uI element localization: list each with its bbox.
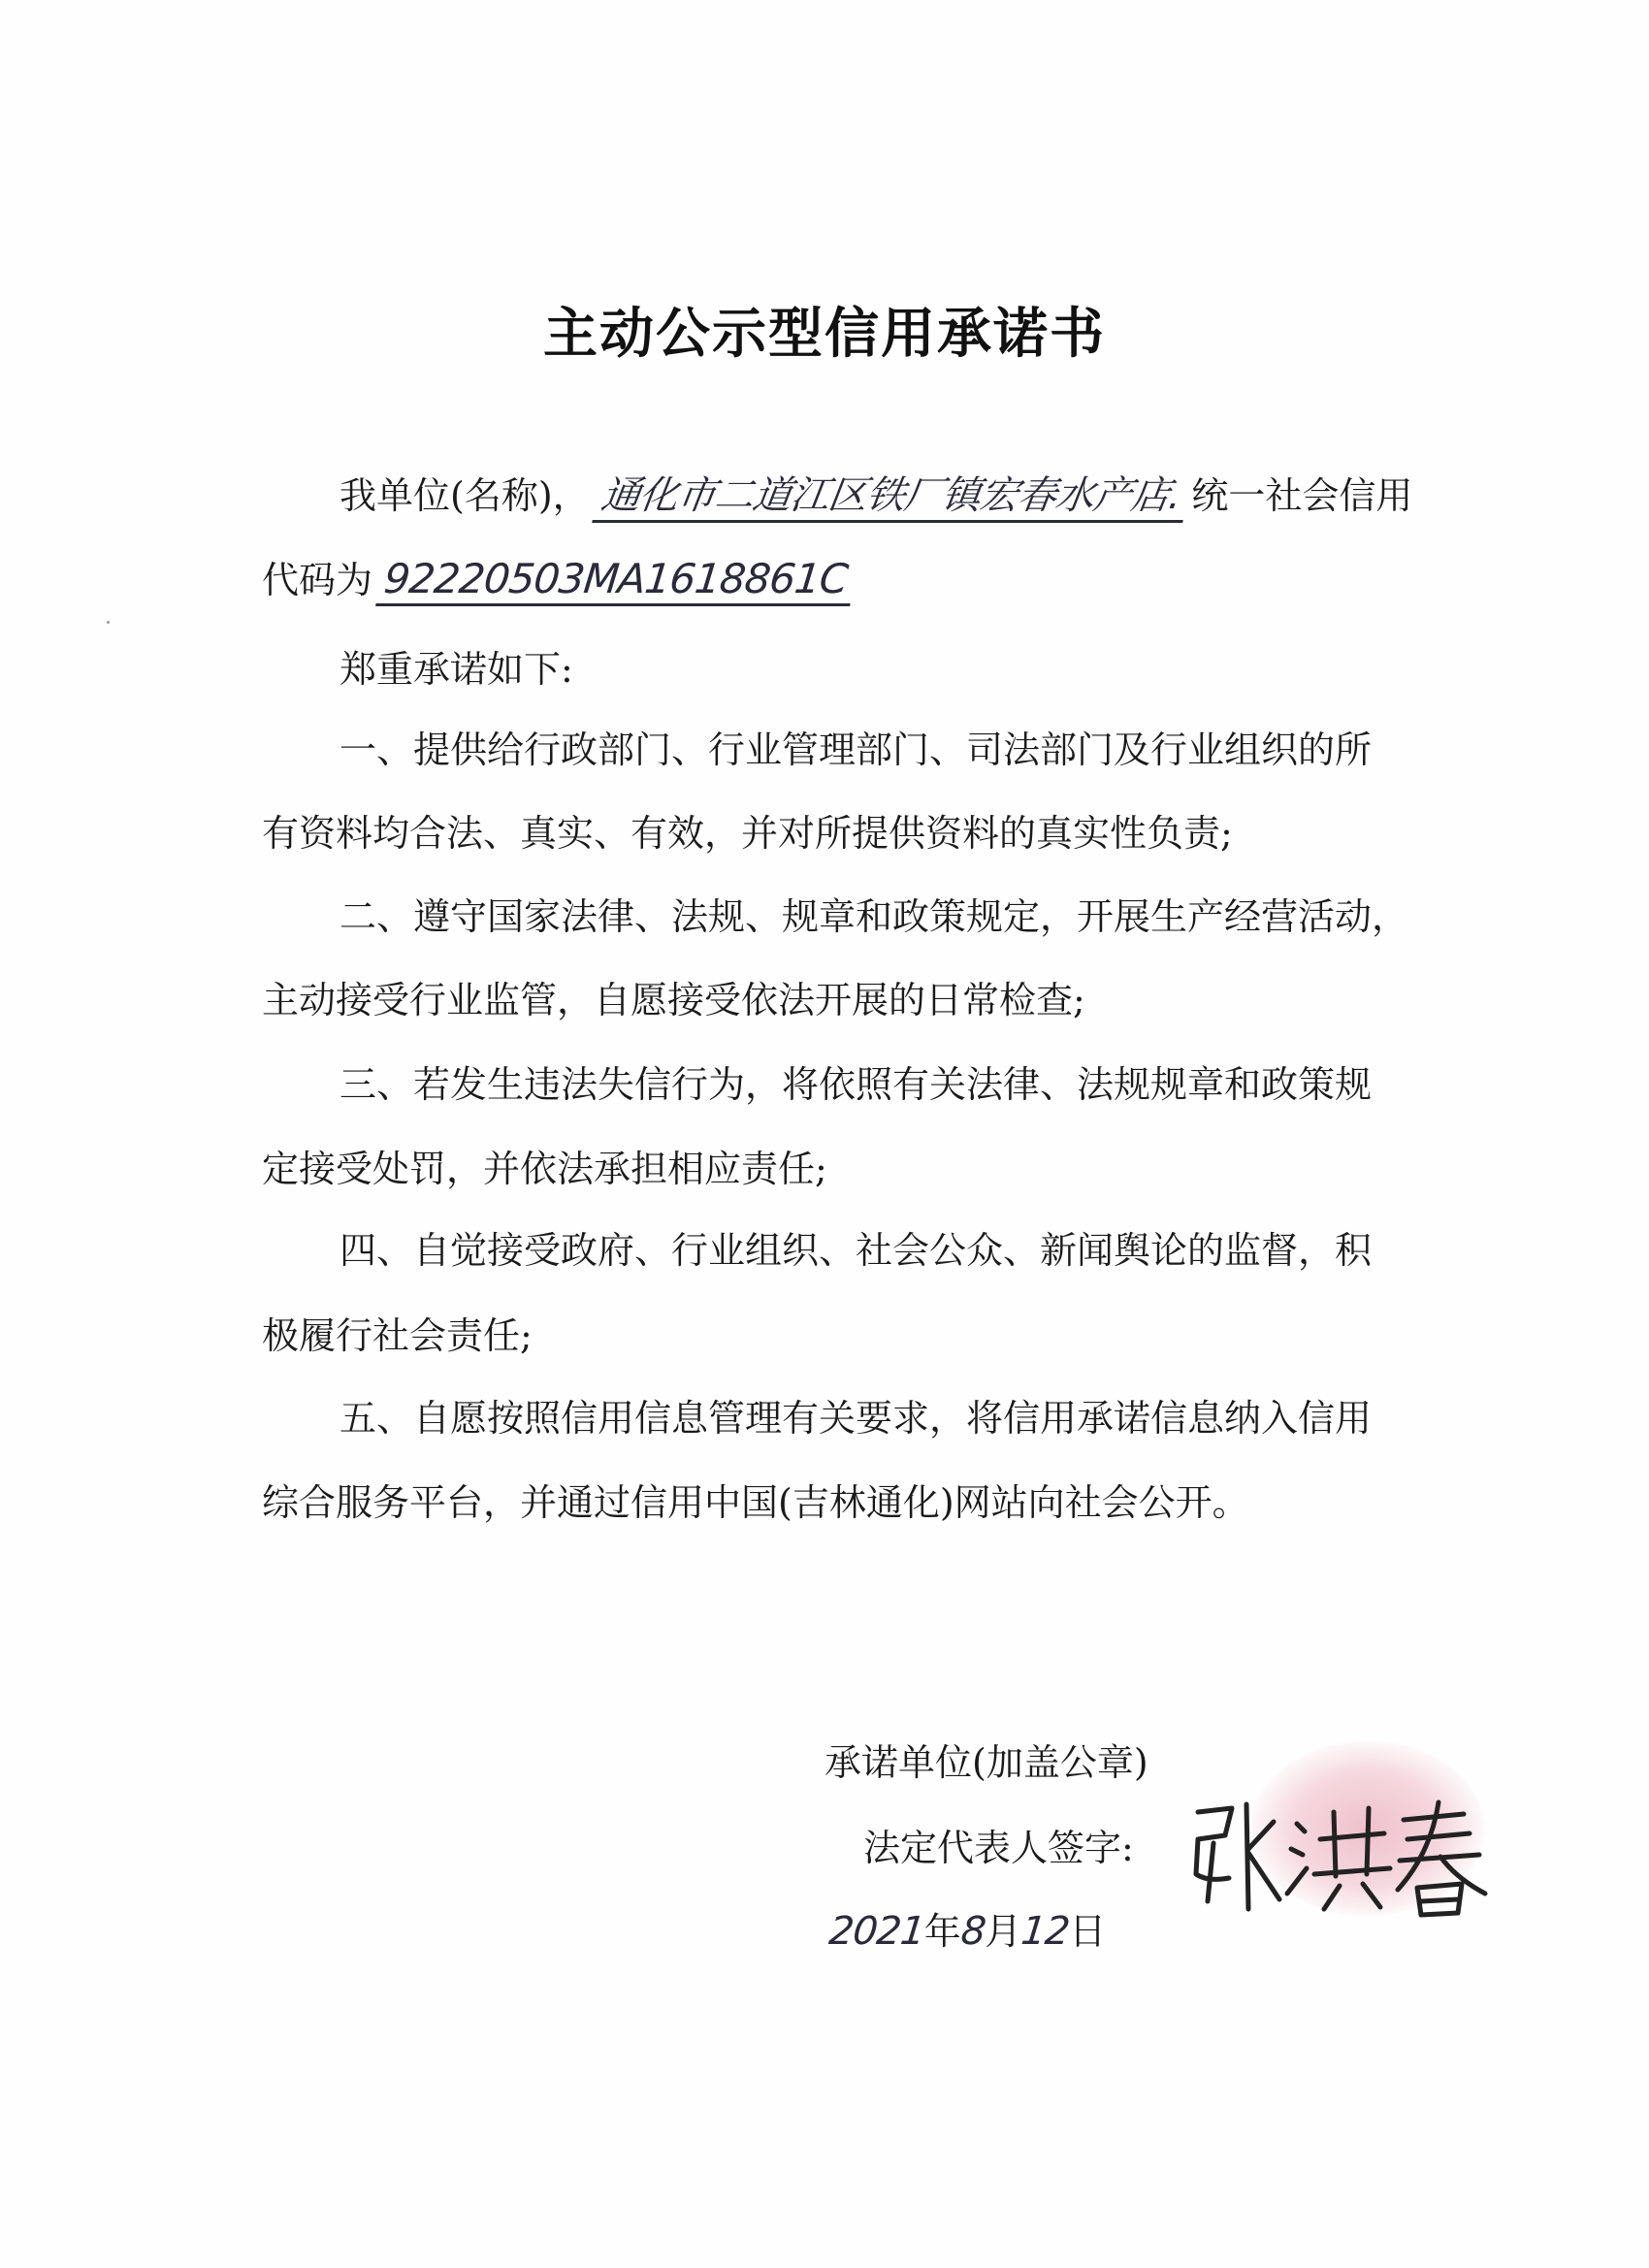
item-3-line-1: 三、若发生违法失信行为，将依照有关法律、法规规章和政策规 (340, 1063, 1373, 1106)
commit-unit-label: 承诺单位(加盖公章) (824, 1741, 1148, 1784)
document-title: 主动公示型信用承诺书 (543, 303, 1106, 366)
item-5-line-2: 综合服务平台，并通过信用中国(吉林通化)网站向社会公开。 (262, 1481, 1249, 1524)
date-line (826, 1907, 1107, 1956)
code-prefix: 代码为 (262, 559, 373, 601)
signature-handwritten (1179, 1785, 1499, 1921)
intro-prefix: 我单位(名称)， (340, 474, 590, 517)
item-1-line-2: 有资料均合法、真实、有效，并对所提供资料的真实性负责; (262, 812, 1233, 855)
intro-line-1 (340, 471, 1412, 523)
credit-code-handwritten: 92220503MA1618861C (375, 555, 856, 606)
intro-suffix: 统一社会信用 (1191, 474, 1413, 517)
item-4-line-2: 极履行社会责任; (262, 1314, 533, 1357)
date-day-char: 日 (1069, 1910, 1107, 1953)
date-year-handwritten: 2021 (826, 1909, 927, 1954)
promise-heading: 郑重承诺如下: (340, 648, 573, 691)
item-4-line-1: 四、自觉接受政府、行业组织、社会公众、新闻舆论的监督，积 (340, 1229, 1373, 1272)
item-5-line-1: 五、自愿按照信用信息管理有关要求，将信用承诺信息纳入信用 (340, 1397, 1373, 1440)
unit-name-handwritten: 通化市二道江区铁厂镇宏春水产店. (592, 471, 1189, 523)
item-1-line-1: 一、提供给行政部门、行业管理部门、司法部门及行业组织的所 (340, 729, 1373, 771)
legal-rep-label: 法定代表人签字: (863, 1827, 1134, 1869)
date-month-handwritten: 8 (958, 1909, 987, 1954)
intro-line-2 (262, 555, 853, 606)
scan-speck (107, 621, 110, 624)
date-month-char: 月 (985, 1910, 1022, 1953)
item-2-line-2: 主动接受行业监管，自愿接受依法开展的日常检查; (262, 979, 1085, 1021)
item-3-line-2: 定接受处罚，并依法承担相应责任; (262, 1148, 827, 1190)
item-2-line-1: 二、遵守国家法律、法规、规章和政策规定，开展生产经营活动， (340, 895, 1409, 938)
date-year-char: 年 (923, 1910, 961, 1953)
date-day-handwritten: 12 (1018, 1909, 1072, 1954)
signature-text: 张洪春 (1179, 1785, 1181, 1786)
